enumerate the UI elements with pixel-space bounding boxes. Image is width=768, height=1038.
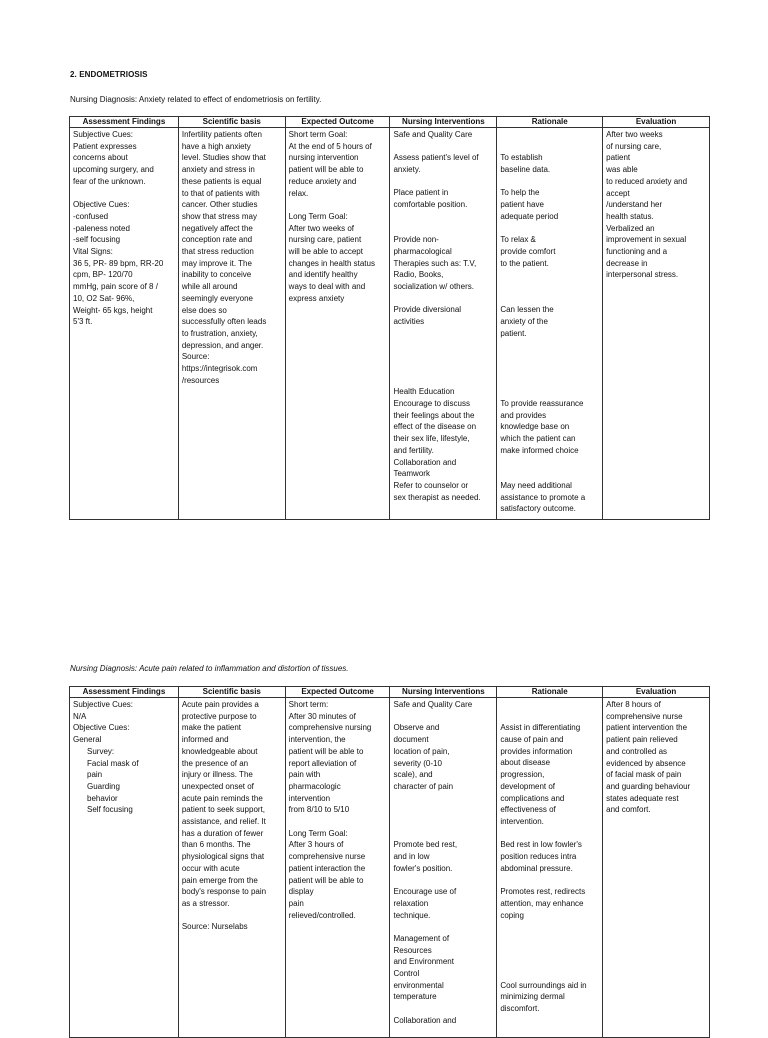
text-line: upcoming surgery, and <box>73 165 154 175</box>
header-rationale: Rationale <box>497 687 603 698</box>
text-line: Acute pain provides a <box>181 700 259 709</box>
interventions-cell <box>390 128 497 520</box>
text-line: Promotes rest, redirects <box>500 887 586 897</box>
text-line: Vital Signs: <box>73 247 113 257</box>
text-line: severity (0-10 <box>393 758 442 768</box>
text-line: to reduced anxiety and <box>606 176 688 186</box>
text-line <box>500 933 599 945</box>
text-line: Assist in differentiating <box>500 723 581 733</box>
text-line <box>500 129 599 141</box>
text-line: patient. <box>500 328 527 338</box>
text-line: character of pain <box>393 781 454 791</box>
text-line <box>393 804 493 816</box>
text-line: and guarding behaviour <box>606 781 691 791</box>
text-line: intervention <box>288 793 331 803</box>
text-line: as a stressor. <box>181 898 230 908</box>
text-line: After 3 hours of <box>288 840 344 850</box>
text-line: informed and <box>181 735 229 745</box>
text-line: Health Education <box>393 387 455 397</box>
text-line: to the patient. <box>500 258 549 268</box>
text-line: patient pain relieved <box>606 735 678 745</box>
text-line: cause of pain and <box>500 735 564 745</box>
text-line: body's response to pain <box>181 887 267 897</box>
text-line: pharmacological <box>393 246 452 256</box>
text-line: Source: Nurselabs <box>181 922 248 932</box>
text-line: about disease <box>500 758 551 768</box>
text-line: -paleness noted <box>73 223 130 233</box>
text-line: May need additional <box>500 480 572 490</box>
text-line: show that stress may <box>181 211 257 221</box>
text-line: pain with <box>288 770 321 780</box>
text-line <box>500 386 599 398</box>
text-line: of nursing care, <box>606 141 662 151</box>
text-line: Therapies such as: T.V, <box>393 258 477 268</box>
header-rationale: Rationale <box>497 117 603 128</box>
text-line: and Environment <box>393 957 454 967</box>
text-line: physiological signs that <box>181 852 265 862</box>
text-line <box>500 945 599 957</box>
text-line: temperature <box>393 992 437 1002</box>
text-line: make the patient <box>181 723 241 733</box>
text-line: Can lessen the <box>500 305 554 315</box>
text-line: To establish <box>500 153 543 163</box>
text-line: To provide reassurance <box>500 398 584 408</box>
text-line: Assess patient's level of <box>393 153 479 163</box>
text-line: these patients is equal <box>181 176 262 186</box>
text-line: to that of patients with <box>181 188 260 198</box>
text-line: position reduces intra <box>500 852 577 862</box>
text-line: After 8 hours of <box>606 700 661 709</box>
text-line <box>393 828 493 840</box>
text-line: Long Term Goal: <box>288 211 348 221</box>
text-line: nursing care, patient <box>288 235 362 245</box>
text-line: Radio, Books, <box>393 270 444 280</box>
text-line: patient interaction the <box>288 863 366 873</box>
text-line <box>73 188 175 200</box>
text-line: else does so <box>181 305 227 315</box>
text-line <box>393 223 493 235</box>
text-line: Management of <box>393 933 450 943</box>
text-line: nursing intervention <box>288 153 359 163</box>
text-line: document <box>393 735 429 745</box>
text-line: and provides <box>500 410 547 420</box>
care-plan-table-1 <box>69 116 710 520</box>
text-line: accept <box>606 188 630 198</box>
text-line: relieved/controlled. <box>288 910 356 920</box>
care-plan-table-2 <box>69 686 710 1038</box>
text-line: occur with acute <box>181 863 240 873</box>
text-line: patient to seek support, <box>181 805 266 815</box>
text-line: anxiety. <box>393 165 421 175</box>
text-line: mmHg, pain score of 8 / <box>73 282 158 292</box>
header-interventions: Nursing Interventions <box>390 117 497 128</box>
text-line: provides information <box>500 746 573 756</box>
text-line: Control <box>393 969 420 979</box>
text-line: Provide diversional <box>393 305 462 315</box>
text-line <box>393 141 493 153</box>
text-line: acute pain reminds the <box>181 793 263 803</box>
text-line: pain <box>288 898 304 908</box>
text-line: that stress reduction <box>181 247 254 257</box>
text-line <box>393 874 493 886</box>
text-line: satisfactory outcome. <box>500 504 576 514</box>
text-line: attention, may enhance <box>500 898 584 908</box>
text-line: inability to conceive <box>181 270 252 280</box>
evaluation-cell <box>603 128 710 520</box>
text-line: coping <box>500 910 524 920</box>
text-line: patient will be able to <box>288 746 364 756</box>
text-line: effectiveness of <box>500 805 556 815</box>
text-line <box>393 363 493 375</box>
text-line <box>393 328 493 340</box>
text-line: After two weeks <box>606 130 663 139</box>
text-line: Short term Goal: <box>288 130 348 139</box>
text-line: discomfort. <box>500 1004 540 1014</box>
text-line <box>393 711 493 723</box>
text-line <box>393 293 493 305</box>
text-line: Provide non- <box>393 235 439 245</box>
text-line <box>500 293 599 305</box>
text-line: protective purpose to <box>181 711 257 721</box>
text-line: baseline data. <box>500 165 551 175</box>
text-line: health status. <box>606 211 654 221</box>
text-line: comprehensive nurse <box>288 852 366 862</box>
text-line <box>500 375 599 387</box>
text-line: while all around <box>181 282 238 292</box>
text-line <box>500 457 599 469</box>
text-line: minimizing dermal <box>500 992 565 1002</box>
text-line <box>393 351 493 363</box>
text-line: cancer. Other studies <box>181 200 258 210</box>
text-line: and in low <box>393 852 430 862</box>
text-line: behavior <box>87 793 118 803</box>
text-line: Observe and <box>393 723 440 733</box>
text-line: Subjective Cues: <box>73 130 134 139</box>
text-line: patient have <box>500 200 544 210</box>
text-line: which the patient can <box>500 434 576 444</box>
header-outcome: Expected Outcome <box>285 687 390 698</box>
text-line <box>500 956 599 968</box>
text-line: anxiety and stress in <box>181 165 255 175</box>
text-line: the presence of an <box>181 758 249 768</box>
text-line: sex therapist as needed. <box>393 492 481 502</box>
text-line: Subjective Cues: <box>73 700 134 709</box>
text-line: has a duration of fewer <box>181 828 264 838</box>
text-line: 5'3 ft. <box>73 317 93 327</box>
scientific-cell <box>178 128 285 520</box>
header-scientific: Scientific basis <box>178 117 285 128</box>
text-line: Objective Cues: <box>73 200 130 210</box>
text-line: relax. <box>288 188 309 198</box>
text-line: decrease in <box>606 258 648 268</box>
text-line: cpm, BP- 120/70 <box>73 270 133 280</box>
text-line: location of pain, <box>393 746 450 756</box>
text-line: Survey: <box>87 746 115 756</box>
nursing-diagnosis-1: Nursing Diagnosis: Anxiety related to effect of endometriosis on fertility. <box>70 95 322 104</box>
text-line <box>500 699 599 711</box>
text-line: depression, and anger. <box>181 340 264 350</box>
table-row <box>70 698 710 1038</box>
text-line: functioning and a <box>606 247 668 257</box>
rationale-cell <box>497 698 603 1038</box>
text-line: Short term: <box>288 700 329 709</box>
text-line: After two weeks of <box>288 223 355 233</box>
text-line: patient will be able to <box>288 875 364 885</box>
text-line: have a high anxiety <box>181 141 251 151</box>
nursing-diagnosis-2: Nursing Diagnosis: Acute pain related to inflammation and distortion of tissues. <box>70 664 349 673</box>
text-line: knowledgeable about <box>181 746 258 756</box>
text-line: Self focusing <box>87 805 133 815</box>
text-line: -self focusing <box>73 235 121 245</box>
text-line: comprehensive nursing <box>288 723 372 733</box>
text-line <box>500 269 599 281</box>
text-line <box>500 351 599 363</box>
text-line: development of <box>500 781 556 791</box>
text-line: interpersonal stress. <box>606 270 679 280</box>
text-line: fear of the unknown. <box>73 176 146 186</box>
text-line <box>393 793 493 805</box>
text-line <box>500 223 599 235</box>
text-line: Cool surroundings aid in <box>500 980 587 990</box>
text-line: provide comfort <box>500 246 556 256</box>
text-line: pain emerge from the <box>181 875 258 885</box>
text-line: Long Term Goal: <box>288 828 348 838</box>
text-line <box>500 176 599 188</box>
text-line: Resources <box>393 945 432 955</box>
text-line <box>393 211 493 223</box>
text-line: Place patient in <box>393 188 449 198</box>
text-line <box>182 910 282 922</box>
text-line: patient <box>606 153 631 163</box>
text-line: conception rate and <box>181 235 253 245</box>
text-line: To relax & <box>500 235 536 245</box>
text-line: make informed choice <box>500 445 579 455</box>
outcome-cell <box>285 128 390 520</box>
text-line: effect of the disease on <box>393 422 477 432</box>
evaluation-cell <box>603 698 710 1038</box>
text-line: abdominal pressure. <box>500 863 573 873</box>
text-line: activities <box>393 317 425 327</box>
header-interventions: Nursing Interventions <box>390 687 497 698</box>
text-line: ways to deal with and <box>288 282 366 292</box>
header-assessment: Assessment Findings <box>70 687 179 698</box>
text-line: to frustration, anxiety, <box>181 328 258 338</box>
text-line <box>500 468 599 480</box>
text-line: Verbalized an <box>606 223 655 233</box>
text-line: Safe and Quality Care <box>393 130 473 139</box>
outcome-cell <box>285 698 390 1038</box>
text-line <box>500 828 599 840</box>
text-line <box>500 340 599 352</box>
text-line: Collaboration and <box>393 1015 457 1025</box>
assessment-cell <box>70 698 179 1038</box>
text-line: /understand her <box>606 200 663 210</box>
text-line: Facial mask of <box>87 758 139 768</box>
text-line: complications and <box>500 793 565 803</box>
text-line: socialization w/ others. <box>393 282 474 292</box>
text-line: express anxiety <box>288 293 345 303</box>
header-scientific: Scientific basis <box>178 687 285 698</box>
text-line: evidenced by absence <box>606 758 686 768</box>
text-line: Teamwork <box>393 469 430 479</box>
text-line: Encourage use of <box>393 887 457 897</box>
interventions-cell <box>390 698 497 1038</box>
text-line <box>393 921 493 933</box>
text-line <box>393 816 493 828</box>
text-line <box>500 921 599 933</box>
text-line: their sex life, lifestyle, <box>393 434 470 444</box>
text-line: fowler's position. <box>393 863 453 873</box>
text-line: -confused <box>73 211 109 221</box>
table-header-row <box>70 687 710 698</box>
text-line: negatively affect the <box>181 223 253 233</box>
text-line: level. Studies show that <box>181 153 266 163</box>
text-line: pharmacologic <box>288 781 341 791</box>
text-line: Collaboration and <box>393 457 457 467</box>
header-outcome: Expected Outcome <box>285 117 390 128</box>
text-line: will be able to accept <box>288 247 363 257</box>
text-line: relaxation <box>393 898 429 908</box>
text-line: their feelings about the <box>393 410 475 420</box>
text-line <box>500 141 599 153</box>
text-line: 36 5, PR- 89 bpm, RR-20 <box>73 258 164 268</box>
text-line: states adequate rest <box>606 793 679 803</box>
text-line: knowledge base on <box>500 422 570 432</box>
table-row <box>70 128 710 520</box>
text-line: patient intervention the <box>606 723 688 733</box>
text-line: /resources <box>181 375 220 385</box>
text-line: pain <box>87 770 103 780</box>
text-line: adequate period <box>500 211 559 221</box>
text-line: may improve it. The <box>181 258 252 268</box>
text-line: unexpected onset of <box>181 781 254 791</box>
text-line: assistance to promote a <box>500 492 586 502</box>
text-line: 10, O2 Sat- 96%, <box>73 293 135 303</box>
text-line: than 6 months. The <box>181 840 251 850</box>
text-line: N/A <box>73 711 87 721</box>
text-line: progression, <box>500 770 545 780</box>
text-line <box>393 176 493 188</box>
text-line: intervention, the <box>288 735 346 745</box>
text-line <box>393 375 493 387</box>
text-line: https://integrisok.com <box>181 364 258 374</box>
text-line: changes in health status <box>288 258 375 268</box>
text-line <box>500 875 599 887</box>
text-line: display <box>288 887 314 897</box>
header-evaluation: Evaluation <box>603 117 710 128</box>
text-line <box>500 711 599 723</box>
text-line <box>500 968 599 980</box>
text-line: General <box>73 735 102 745</box>
text-line: Bed rest in low fowler's <box>500 840 582 850</box>
text-line: concerns about <box>73 153 128 163</box>
text-line <box>500 281 599 293</box>
text-line: Refer to counselor or <box>393 480 469 490</box>
rationale-cell <box>497 128 603 520</box>
text-line: scale), and <box>393 770 433 780</box>
text-line: was able <box>606 165 638 175</box>
text-line <box>393 1003 493 1015</box>
header-evaluation: Evaluation <box>603 687 710 698</box>
text-line <box>500 363 599 375</box>
text-line: patient will be able to <box>288 165 364 175</box>
text-line <box>393 340 493 352</box>
text-line: environmental <box>393 980 444 990</box>
text-line: Weight- 65 kgs, height <box>73 305 153 315</box>
text-line: comprehensive nurse <box>606 711 683 721</box>
text-line: At the end of 5 hours of <box>288 141 372 151</box>
header-assessment: Assessment Findings <box>70 117 179 128</box>
text-line: Patient expresses <box>73 141 137 151</box>
text-line <box>289 816 387 828</box>
text-line: Infertility patients often <box>181 130 262 139</box>
text-line: and fertility. <box>393 445 434 455</box>
text-line: and controlled as <box>606 746 668 756</box>
text-line: intervention. <box>500 817 544 826</box>
section-title: 2. ENDOMETRIOSIS <box>70 70 148 79</box>
text-line: seemingly everyone <box>181 293 253 303</box>
text-line: comfortable position. <box>393 200 468 210</box>
text-line: from 8/10 to 5/10 <box>288 805 350 815</box>
text-line: Guarding <box>87 781 120 791</box>
text-line: technique. <box>393 910 431 920</box>
text-line: report alleviation of <box>288 758 357 768</box>
assessment-cell <box>70 128 179 520</box>
text-line: and identify healthy <box>288 270 358 280</box>
text-line: injury or illness. The <box>181 770 253 780</box>
table-header-row <box>70 117 710 128</box>
text-line: Promote bed rest, <box>393 840 458 850</box>
text-line: and comfort. <box>606 805 651 815</box>
text-line: assistance, and relief. It <box>181 817 266 827</box>
scientific-cell <box>178 698 285 1038</box>
text-line: successfully often leads <box>181 317 267 327</box>
text-line: Objective Cues: <box>73 723 130 733</box>
text-line <box>289 199 387 211</box>
text-line: of facial mask of pain <box>606 770 682 780</box>
text-line: Safe and Quality Care <box>393 700 473 709</box>
text-line: To help the <box>500 188 540 198</box>
text-line: anxiety of the <box>500 317 548 327</box>
text-line: reduce anxiety and <box>288 176 357 186</box>
text-line: Source: <box>181 352 210 362</box>
text-line: improvement in sexual <box>606 235 687 245</box>
text-line: Encourage to discuss <box>393 399 470 409</box>
text-line: After 30 minutes of <box>288 711 356 721</box>
